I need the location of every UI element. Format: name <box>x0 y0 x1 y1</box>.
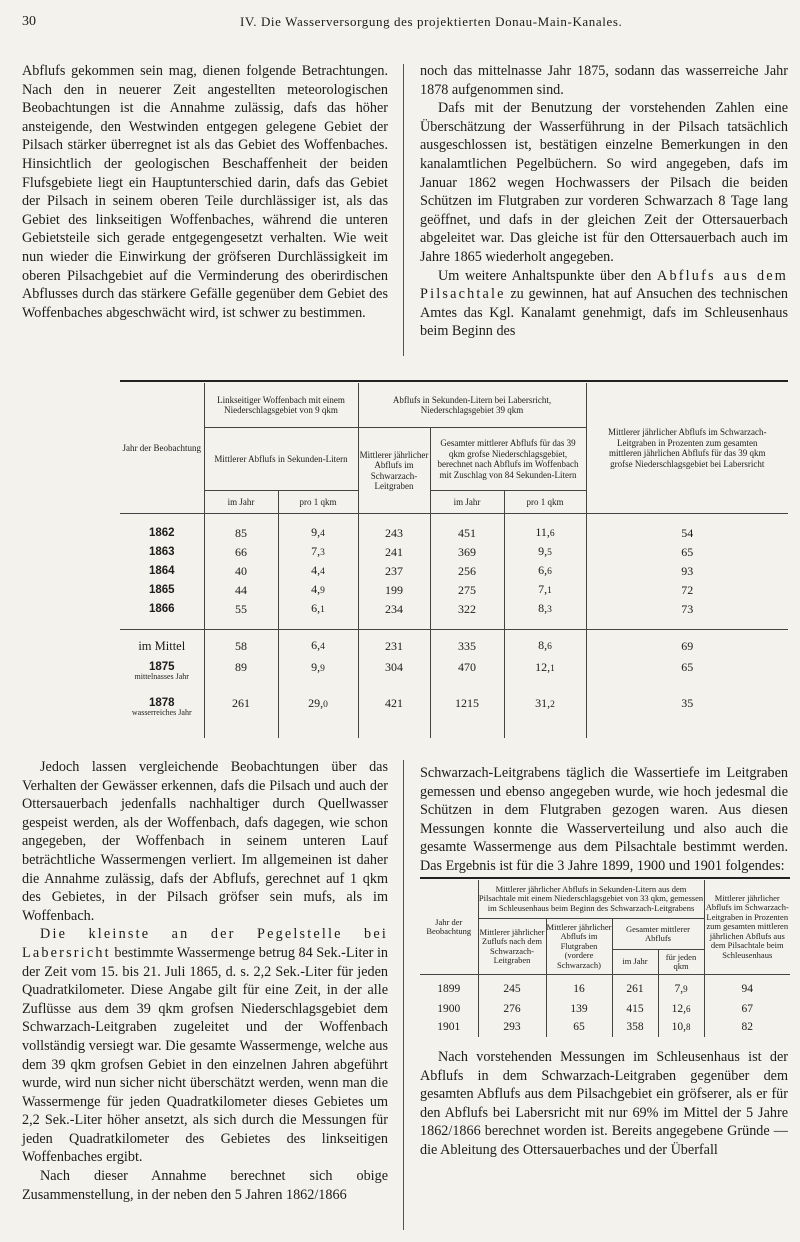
header-gesamt: Gesamter mittlerer Abflufs <box>612 919 704 950</box>
paragraph: Nach dieser Annahme berechnet sich obige Zusammenstellung, in der neben den 5 Jahren 1862/1866 <box>22 1168 388 1203</box>
header-gesamt: Gesamter mittlerer Abflufs für das 39 qkm grofse Niederschlagsgebiet, berechnet nach Abflufs im Woffenbach mit Zuschlag von 84 Sekunden-Litern <box>430 428 586 491</box>
header-im-jahr: im Jahr <box>204 491 278 514</box>
header-pilsachtal: Mittlerer jährlicher Abflufs in Sekunden-Litern aus dem Pilsachtale mit einem Niederschlagsgebiet von 33 qkm, gemessen im Schleusenhaus beim Beginn des Schwarzach-Leitgrabens <box>478 880 704 919</box>
table-row: 1862 85 9,4 243 451 11,6 54 <box>120 524 788 543</box>
table-runoff-1899-1901 <box>420 880 790 1037</box>
table-row: 1901 293 65 358 10,8 82 <box>420 1019 790 1037</box>
text-bottom-left <box>22 758 388 1204</box>
header-mittlerer-abfluss: Mittlerer Abflufs in Sekunden-Litern <box>204 428 358 491</box>
text-bottom-right-lower <box>420 1048 788 1160</box>
table-row: 1866 55 6,1 234 322 8,3 73 <box>120 600 788 619</box>
paragraph: Schwarzach-Leitgrabens täglich die Wassertiefe im Leitgraben gemessen und ebenso angegeben wurde, wie hoch jedesmal die Schützen in dem Flutgraben gezogen waren. Aus diesen Messungen konnte die Wasserverteilung und also auch die gesamte Wassermenge aus dem Pilsachtale bestimmt werden. Das Ergebnis ist für die 3 Jahre 1899, 1900 und 1901 folgendes: <box>420 765 788 874</box>
paragraph: Nach vorstehenden Messungen im Schleusenhaus ist der Abflufs in dem Schwarzach-Leitgraben gegenüber dem gesamten Abflufs aus dem Pilsachgebiet ein gröfserer, als er für den Abflufs bei Labersricht mit nur 69% im Mittel der 5 Jahre 1862/1866 berechnet worden ist. Bereits angegebene Gründe — die Ableitung des Ottersauerbaches und der Überfall <box>420 1049 788 1158</box>
header-jahr: Jahr der Beobachtung <box>120 383 204 514</box>
spaced-emphasis: Die kleinste an der Pegelstelle bei Labersricht <box>22 926 388 961</box>
paragraph: Dafs mit der Benutzung der vorstehenden Zahlen eine Überschätzung der Wasserführung in der Pilsach tatsächlich ausgeschlossen ist, bestätigen einzelne Bemerkungen in den kanalamtlichen Pegelbüchern. So wird angegeben, dafs im Januar 1862 wegen Hochwassers der Pilsach die beiden Schützen im Flutgraben zur vorderen Schwarzach 8 Tage lang geöffnet, und dafs in der gleichen Zeit der Ottersauerbach abgeleitet war. Das gleiche ist für den Ottersauerbach auch im Jahre 1865 wiederholt angegeben. <box>420 100 788 265</box>
header-pro-qkm: pro 1 qkm <box>278 491 358 514</box>
header-qkm: für jeden qkm <box>658 950 704 975</box>
header-pro-qkm: pro 1 qkm <box>504 491 586 514</box>
paragraph: Die kleinste an der Pegelstelle bei Labersricht bestimmte Wassermenge betrug 84 Sek.-Liter in der Zeit vom 15. bis 21. Juli 1865, d. s. 2,2 Sek.-Liter für jeden Quadratkilometer. Diese Angabe gilt für eine Zeit, in der alle Zuflüsse aus dem 39 qkm grofsen Niederschlagsgebiet dem Schwarzach-Leitgraben zugeleitet und der Woffenbach vollständig versiegt war. Die gesamte Wassermenge, welche aus dem 39 qkm grofsen Gebiet in den einzelnen Jahren abgeführt wurde, wird nun sicher nicht überschätzt werden, wenn man die Wassermenge für jeden Quadratkilometer dieses Gebietes um 2,2 Sek.-Liter höher ansetzt, als sich durch die Messungen für jeden Quadratkilometer des Gebietes des linkseitigen Woffenbaches ergibt. <box>22 926 388 1166</box>
text-bottom-right-upper <box>420 764 788 876</box>
table-top-rule <box>120 380 788 382</box>
page-number: 30 <box>22 14 36 29</box>
paragraph: noch das mittelnasse Jahr 1875, sodann das wasserreiche Jahr 1878 aufgenommen sind. <box>420 63 788 98</box>
table-runoff-1862-1878 <box>120 383 788 738</box>
paragraph: Um weitere Anhaltspunkte über den Abflufs aus dem Pilsachtale zu gewinnen, hat auf Ansuchen des technischen Amtes das Kgl. Kanalamt genehmigt, dafs im Schleusenhaus beim Beginn des <box>420 267 789 340</box>
table-row: 1863 66 7,3 241 369 9,5 65 <box>120 543 788 562</box>
table-row: 1875 mittelnasses Jahr 89 9,9 304 470 12,1 65 <box>120 662 788 698</box>
table-row: 1900 276 139 415 12,6 67 <box>420 1001 790 1019</box>
header-schwarzach: Mittlerer jährlicher Abflufs im Schwarzach-Leitgraben <box>358 428 430 514</box>
table-top-rule <box>420 877 790 879</box>
header-zufluss: Mittlerer jährlicher Zuflufs nach dem Schwarzach-Leitgraben <box>478 919 546 975</box>
column-divider <box>403 64 404 356</box>
table-row: 1899 245 16 261 7,9 94 <box>420 975 790 1002</box>
header-flutgraben: Mittlerer jährlicher Abflufs im Flutgraben (vordere Schwarzach) <box>546 919 612 975</box>
header-im-jahr: im Jahr <box>430 491 504 514</box>
table-row: 1864 40 4,4 237 256 6,6 93 <box>120 562 788 581</box>
table-row: 1878 wasserreiches Jahr 261 29,0 421 1215 31,2 35 <box>120 698 788 738</box>
column-divider <box>403 760 404 1230</box>
text-top-right <box>420 62 788 341</box>
text-top-left <box>22 62 388 322</box>
header-prozent: Mittlerer jährlicher Abflufs im Schwarzach-Leitgraben in Prozenten zum gesamten mittleren jährlichen Abflufs für das 39 qkm grofse Niederschlagsgebiet bei Labersricht <box>586 383 788 514</box>
header-woffenbach: Linkseitiger Woffenbach mit einem Niederschlagsgebiet von 9 qkm <box>204 383 358 428</box>
running-title: IV. Die Wasserversorgung des projektierten Donau-Main-Kanales. <box>240 14 623 29</box>
paragraph: Jedoch lassen vergleichende Beobachtungen über das Verhalten der Gewässer erkennen, dafs die Pilsach und auch der Ottersauerbach jedenfalls nachhaltiger durch Quellwasser gespeist werden, als der Woffenbach, dafs dagegen, wie schon angegeben, der Woffenbach in seinem unteren Lauf beträchtliche Wassermengen verliert. Im allgemeinen ist daher die Annahme zulässig, dafs der Abflufs, gerechnet auf 1 qkm des Gebietes, in der Pilsach gröfser sein mufs, als im Woffenbach. <box>22 759 388 924</box>
header-jahr: Jahr der Beobachtung <box>420 880 478 975</box>
page-header <box>22 14 778 36</box>
header-prozent: Mittlerer jährlicher Abflufs im Schwarzach-Leitgraben in Prozenten zum gesamten mittleren jährlichen Abflufs aus dem Pilsachtale beim Schleusenhaus <box>704 880 790 975</box>
spaced-emphasis: Abflufs aus dem Pilsachtale <box>420 267 789 303</box>
header-im-jahr: im Jahr <box>612 950 658 975</box>
table-row: 1865 44 4,9 199 275 7,1 72 <box>120 581 788 600</box>
header-labersricht: Abflufs in Sekunden-Litern bei Labersricht, Niederschlagsgebiet 39 qkm <box>358 383 586 428</box>
table-row: im Mittel 58 6,4 231 335 8,6 69 <box>120 630 788 663</box>
paragraph: Abflufs gekommen sein mag, dienen folgende Betrachtungen. Nach den in neuerer Zeit angestellten meteorologischen Beobachtungen ist die Annahme zulässig, dafs das höher ansteigende, den Westwinden entgegen gelegene Gebiet der Pilsach stärker überregnet ist als das Gebiet des Woffenbaches. Hinsichtlich der geologischen Beschaffenheit der beiden Flufsgebiete liegt ein Hauptunterschied darin, dafs das Gebiet der Pilsach in seinem oberen Teile durchlässiger ist, als das Gebiet des linkseitigen Woffenbaches, während die unteren Gebietsteile sich gerade entgegengesetzt verhalten. Wie weit nun wieder die Einwirkung der gröfseren Durchlässigkeit im oberen Pilsachgebiet auf die Verminderung des oberirdischen Abflusses durch das stärkere Gefälle gegenüber dem Gebiet des Woffenbaches abgeschwächt wird, ist schwer zu bestimmen. <box>22 63 388 321</box>
